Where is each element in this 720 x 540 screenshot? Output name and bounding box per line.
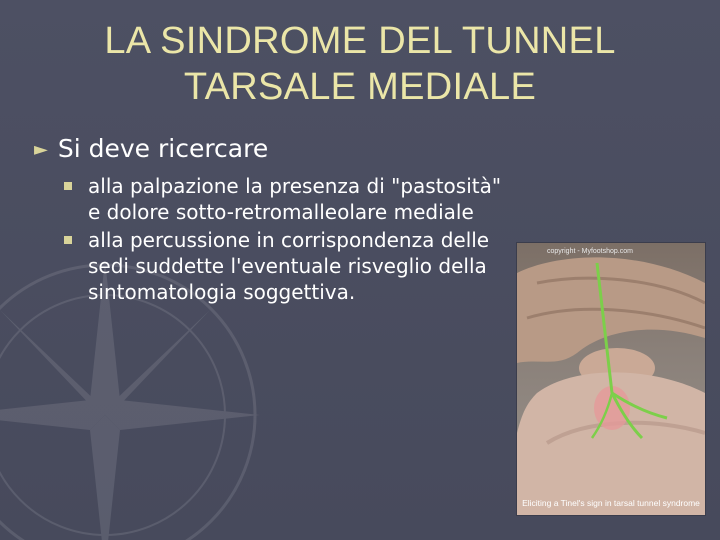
arrow-bullet-icon: ► <box>34 139 48 160</box>
sub-bullet-list <box>62 173 512 307</box>
title-line-1: LA SINDROME DEL TUNNEL <box>104 20 616 62</box>
list-item-text: alla palpazione la presenza di "pastosità" e dolore sotto-retromalleolare mediale <box>88 174 502 224</box>
level1-bullet-item <box>34 134 268 165</box>
level1-text: Si deve ricercare <box>57 134 269 163</box>
foot-photo-illustration <box>517 243 705 515</box>
slide-title <box>40 18 680 110</box>
photo-watermark: copyright - Myfootshop.com <box>547 248 633 255</box>
photo-caption: Eliciting a Tinel's sign in tarsal tunnel syndrome <box>522 498 700 508</box>
list-item <box>62 227 512 305</box>
list-item-text: alla percussione in corrispondenza delle sedi suddette l'eventuale risveglio della sintomatologia soggettiva. <box>88 228 490 304</box>
square-bullet-icon <box>64 236 72 244</box>
list-item <box>62 173 512 225</box>
foot-exam-photo <box>516 242 706 516</box>
square-bullet-icon <box>64 182 72 190</box>
title-line-2: TARSALE MEDIALE <box>183 66 537 108</box>
